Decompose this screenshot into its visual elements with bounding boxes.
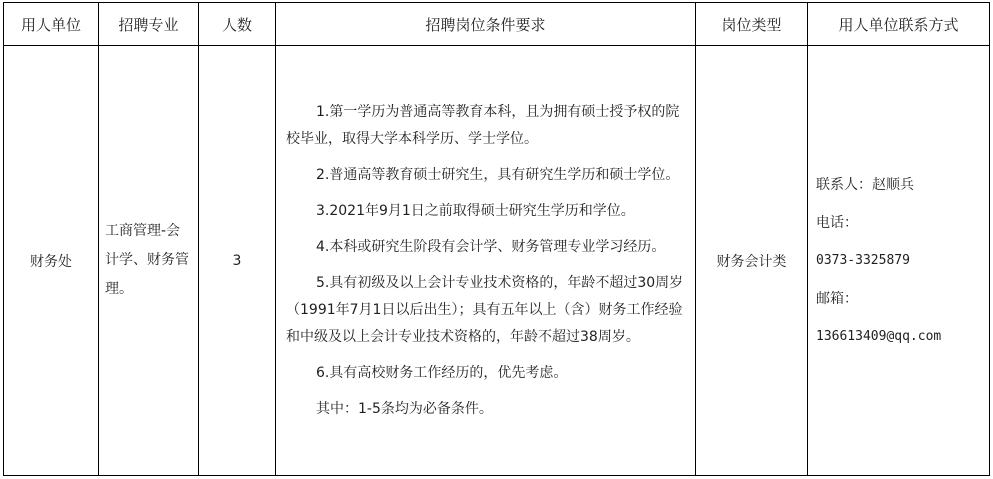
phone-value: 0373-3325879 (816, 252, 910, 268)
email-value: 136613409@qq.com (816, 328, 942, 344)
requirement-note: 其中：1-5条均为必备条件。 (316, 400, 493, 417)
unit-cell: 财务处 (4, 46, 99, 476)
requirement-item: 3.2021年9月1日之前取得硕士研究生学历和学位。 (316, 202, 635, 219)
header-major: 招聘专业 (99, 3, 199, 46)
header-type: 岗位类型 (696, 3, 808, 46)
header-requirements: 招聘岗位条件要求 (276, 3, 696, 46)
requirements-cell (276, 46, 696, 476)
recruitment-table (3, 2, 990, 476)
header-row (4, 3, 990, 46)
count-cell: 3 (199, 46, 276, 476)
requirement-item: 4.本科或研究生阶段有会计学、财务管理专业学习经历。 (316, 238, 666, 255)
header-contact: 用人单位联系方式 (808, 3, 990, 46)
email-label: 邮箱： (816, 290, 858, 307)
header-unit: 用人单位 (4, 3, 99, 46)
requirement-item: 1.第一学历为普通高等教育本科，且为拥有硕士授予权的院校毕业，取得大学本科学历、学士学位。 (286, 103, 680, 147)
requirement-item: 5.具有初级及以上会计专业技术资格的，年龄不超过30周岁（1991年7月1日以后出生）；具有五年以上（含）财务工作经验和中级及以上会计专业技术资格的，年龄不超过38周岁。 (286, 274, 684, 345)
major-cell: 工商管理-会计学、财务管理。 (99, 46, 199, 476)
contact-person: 联系人：赵顺兵 (816, 176, 914, 193)
phone-label: 电话： (816, 214, 858, 231)
table-row (4, 46, 990, 476)
header-count: 人数 (199, 3, 276, 46)
contact-cell (808, 46, 990, 476)
requirement-item: 6.具有高校财务工作经历的，优先考虑。 (316, 364, 568, 381)
type-cell: 财务会计类 (696, 46, 808, 476)
requirement-item: 2.普通高等教育硕士研究生，具有研究生学历和硕士学位。 (316, 166, 680, 183)
